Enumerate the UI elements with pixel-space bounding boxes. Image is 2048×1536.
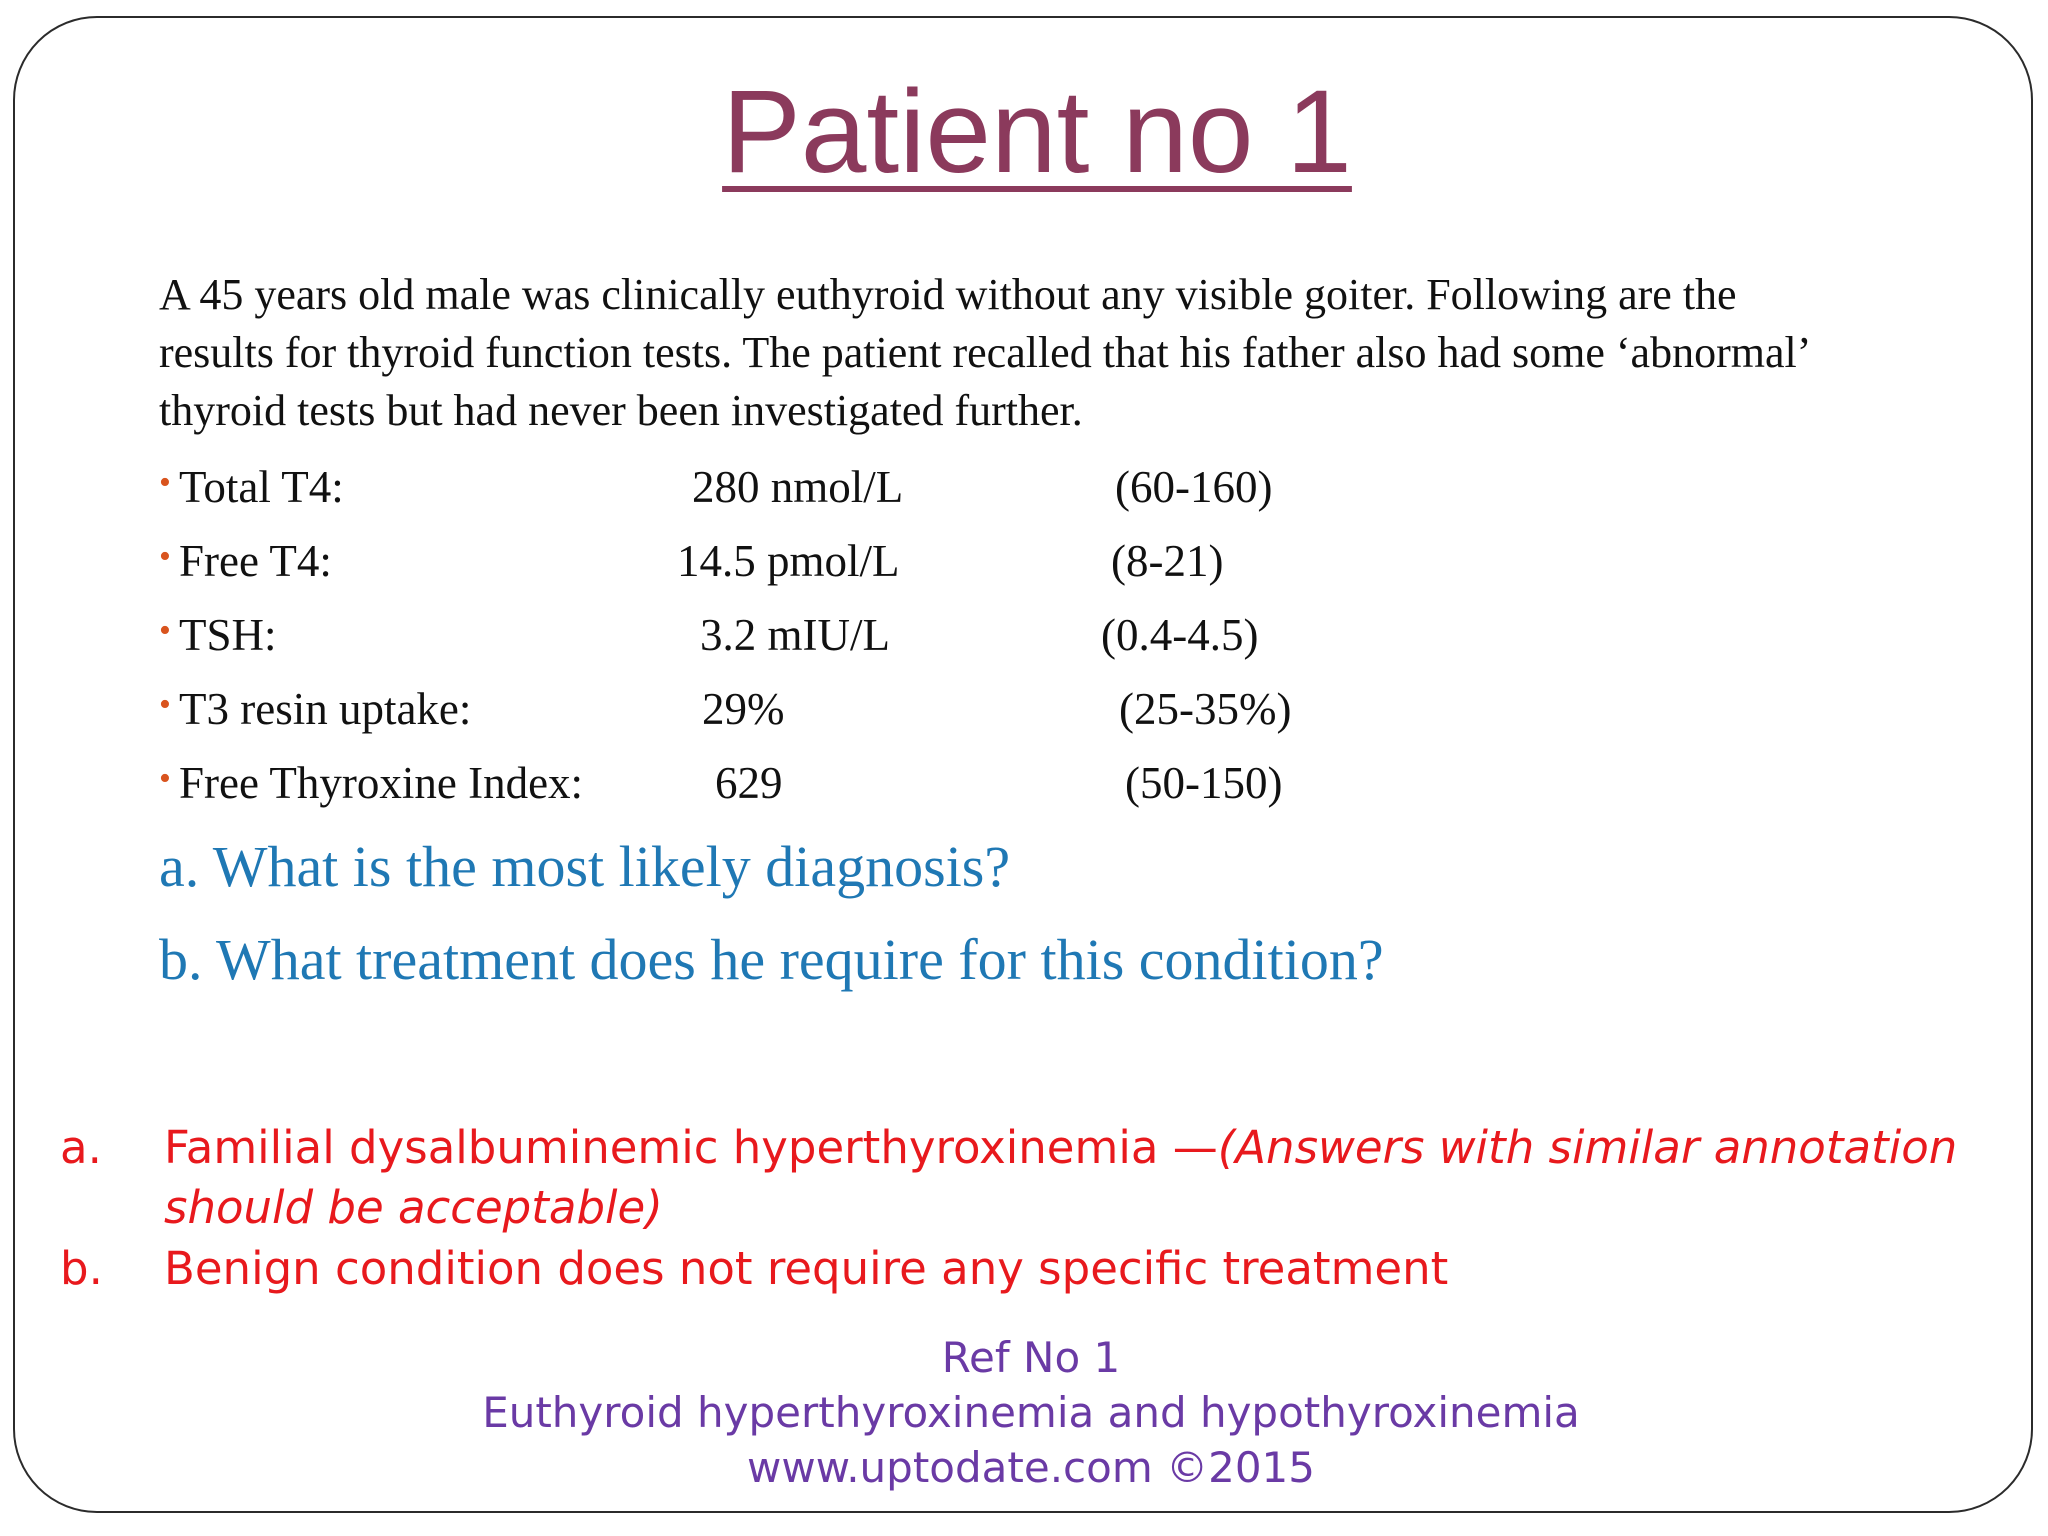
- result-row-free-thyroxine-index: [159, 752, 1559, 826]
- answer-b: [60, 1239, 2020, 1299]
- result-row-tsh: [159, 604, 1559, 678]
- result-range: (8-21): [1111, 536, 1224, 586]
- answer-marker: b.: [60, 1242, 103, 1295]
- result-value: 3.2 mIU/L: [700, 610, 890, 660]
- result-label: T3 resin uptake:: [179, 684, 472, 734]
- slide-title: [0, 62, 2048, 202]
- reference-source: www.uptodate.com ©2015: [747, 1443, 1315, 1492]
- result-row-free-t4: [159, 530, 1559, 604]
- answers-list: [60, 1118, 2020, 1299]
- result-range: (25-35%): [1119, 684, 1292, 734]
- bullet-icon: •: [159, 760, 171, 797]
- answer-text: Benign condition does not require any specific treatment: [164, 1242, 1449, 1295]
- answer-a: [60, 1118, 2020, 1238]
- question-b: b. What treatment does he require for this condition?: [159, 927, 1384, 992]
- question-a: a. What is the most likely diagnosis?: [159, 834, 1011, 899]
- reference-block: [0, 1330, 2048, 1495]
- reference-number: Ref No 1: [941, 1333, 1121, 1382]
- result-range: (50-150): [1125, 758, 1283, 808]
- result-value: 14.5 pmol/L: [677, 536, 900, 586]
- result-label: Free Thyroxine Index:: [179, 758, 584, 808]
- case-description: A 45 years old male was clinically euthyroid without any visible goiter. Following are the results for thyroid function tests. The patient recalled that his father also had some ‘abnormal’ thyroid tests but had never been investigated further.: [159, 270, 1809, 435]
- result-value: 629: [715, 758, 783, 808]
- result-row-total-t4: [159, 456, 1559, 530]
- slide-title-text: Patient no 1: [722, 66, 1352, 198]
- bullet-icon: •: [159, 686, 171, 723]
- result-value: 29%: [702, 684, 785, 734]
- answer-marker: a.: [60, 1121, 102, 1174]
- bullet-icon: •: [159, 464, 171, 501]
- thyroid-results-list: [159, 456, 1559, 826]
- result-label: Free T4:: [179, 536, 332, 586]
- result-range: (0.4-4.5): [1101, 610, 1259, 660]
- result-label: Total T4:: [179, 462, 344, 512]
- answer-note: (Answers with similar annotation should be acceptable): [164, 1121, 1958, 1234]
- answer-text: Familial dysalbuminemic hyperthyroxinemia —: [164, 1121, 1218, 1174]
- bullet-icon: •: [159, 538, 171, 575]
- reference-title: Euthyroid hyperthyroxinemia and hypothyroxinemia: [482, 1388, 1580, 1437]
- result-value: 280 nmol/L: [692, 462, 904, 512]
- bullet-icon: •: [159, 612, 171, 649]
- result-label: TSH:: [179, 610, 277, 660]
- result-row-t3-resin-uptake: [159, 678, 1559, 752]
- result-range: (60-160): [1115, 462, 1273, 512]
